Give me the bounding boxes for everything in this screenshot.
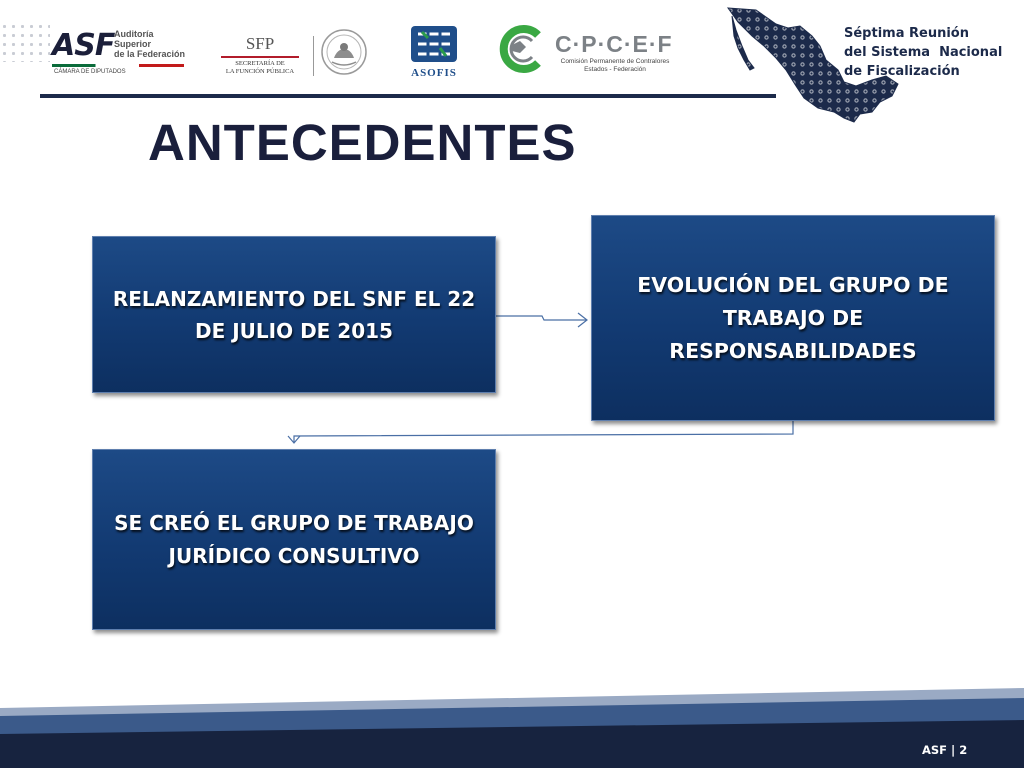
- asf-subtitle-line: Superior: [114, 39, 152, 49]
- page-title: ANTECEDENTES: [148, 114, 577, 171]
- asf-logo-mark: ASF: [52, 28, 115, 63]
- sfp-subtitle-line: SECRETARÍA DE: [235, 60, 285, 67]
- sfp-subtitle-line: LA FUNCIÓN PÚBLICA: [225, 68, 295, 75]
- connector-arrow-1-to-2: [496, 316, 586, 320]
- meeting-title-line: del Sistema Nacional: [844, 45, 1003, 60]
- timeline-box-text: EVOLUCIÓN DEL GRUPO DE TRABAJO DE RESPONSABILIDADES: [637, 272, 949, 363]
- asf-subtitle-line: de la Federación: [114, 49, 186, 59]
- timeline-box-text: SE CREÓ EL GRUPO DE TRABAJO JURÍDICO CONSULTIVO: [114, 510, 474, 568]
- cpcef-subtitle-line: Comisión Permanente de Contralores: [560, 58, 670, 65]
- timeline-box-legal-group: [92, 449, 496, 630]
- asf-chamber-label: CÁMARA DE DIPUTADOS: [54, 69, 126, 75]
- cpcef-logo-title: C·P·C·E·F: [555, 31, 673, 57]
- asofis-logo-label: ASOFIS: [411, 67, 457, 79]
- page-number: ASF | 2: [922, 743, 968, 757]
- connector-arrow-2-to-3: [294, 421, 793, 442]
- meeting-title-line: de Fiscalización: [844, 64, 960, 79]
- footer-band: [0, 686, 1024, 768]
- cpcef-subtitle-line: Estados - Federación: [584, 66, 646, 73]
- asf-subtitle-line: Auditoría: [114, 29, 154, 39]
- timeline-box-evolution: [591, 215, 995, 421]
- meeting-title-line: Séptima Reunión: [844, 26, 969, 41]
- timeline-box-relaunch: [92, 236, 496, 393]
- timeline-box-text: RELANZAMIENTO DEL SNF EL 22 DE JULIO DE 2015: [112, 286, 476, 343]
- sfp-logo-title: SFP: [245, 34, 275, 53]
